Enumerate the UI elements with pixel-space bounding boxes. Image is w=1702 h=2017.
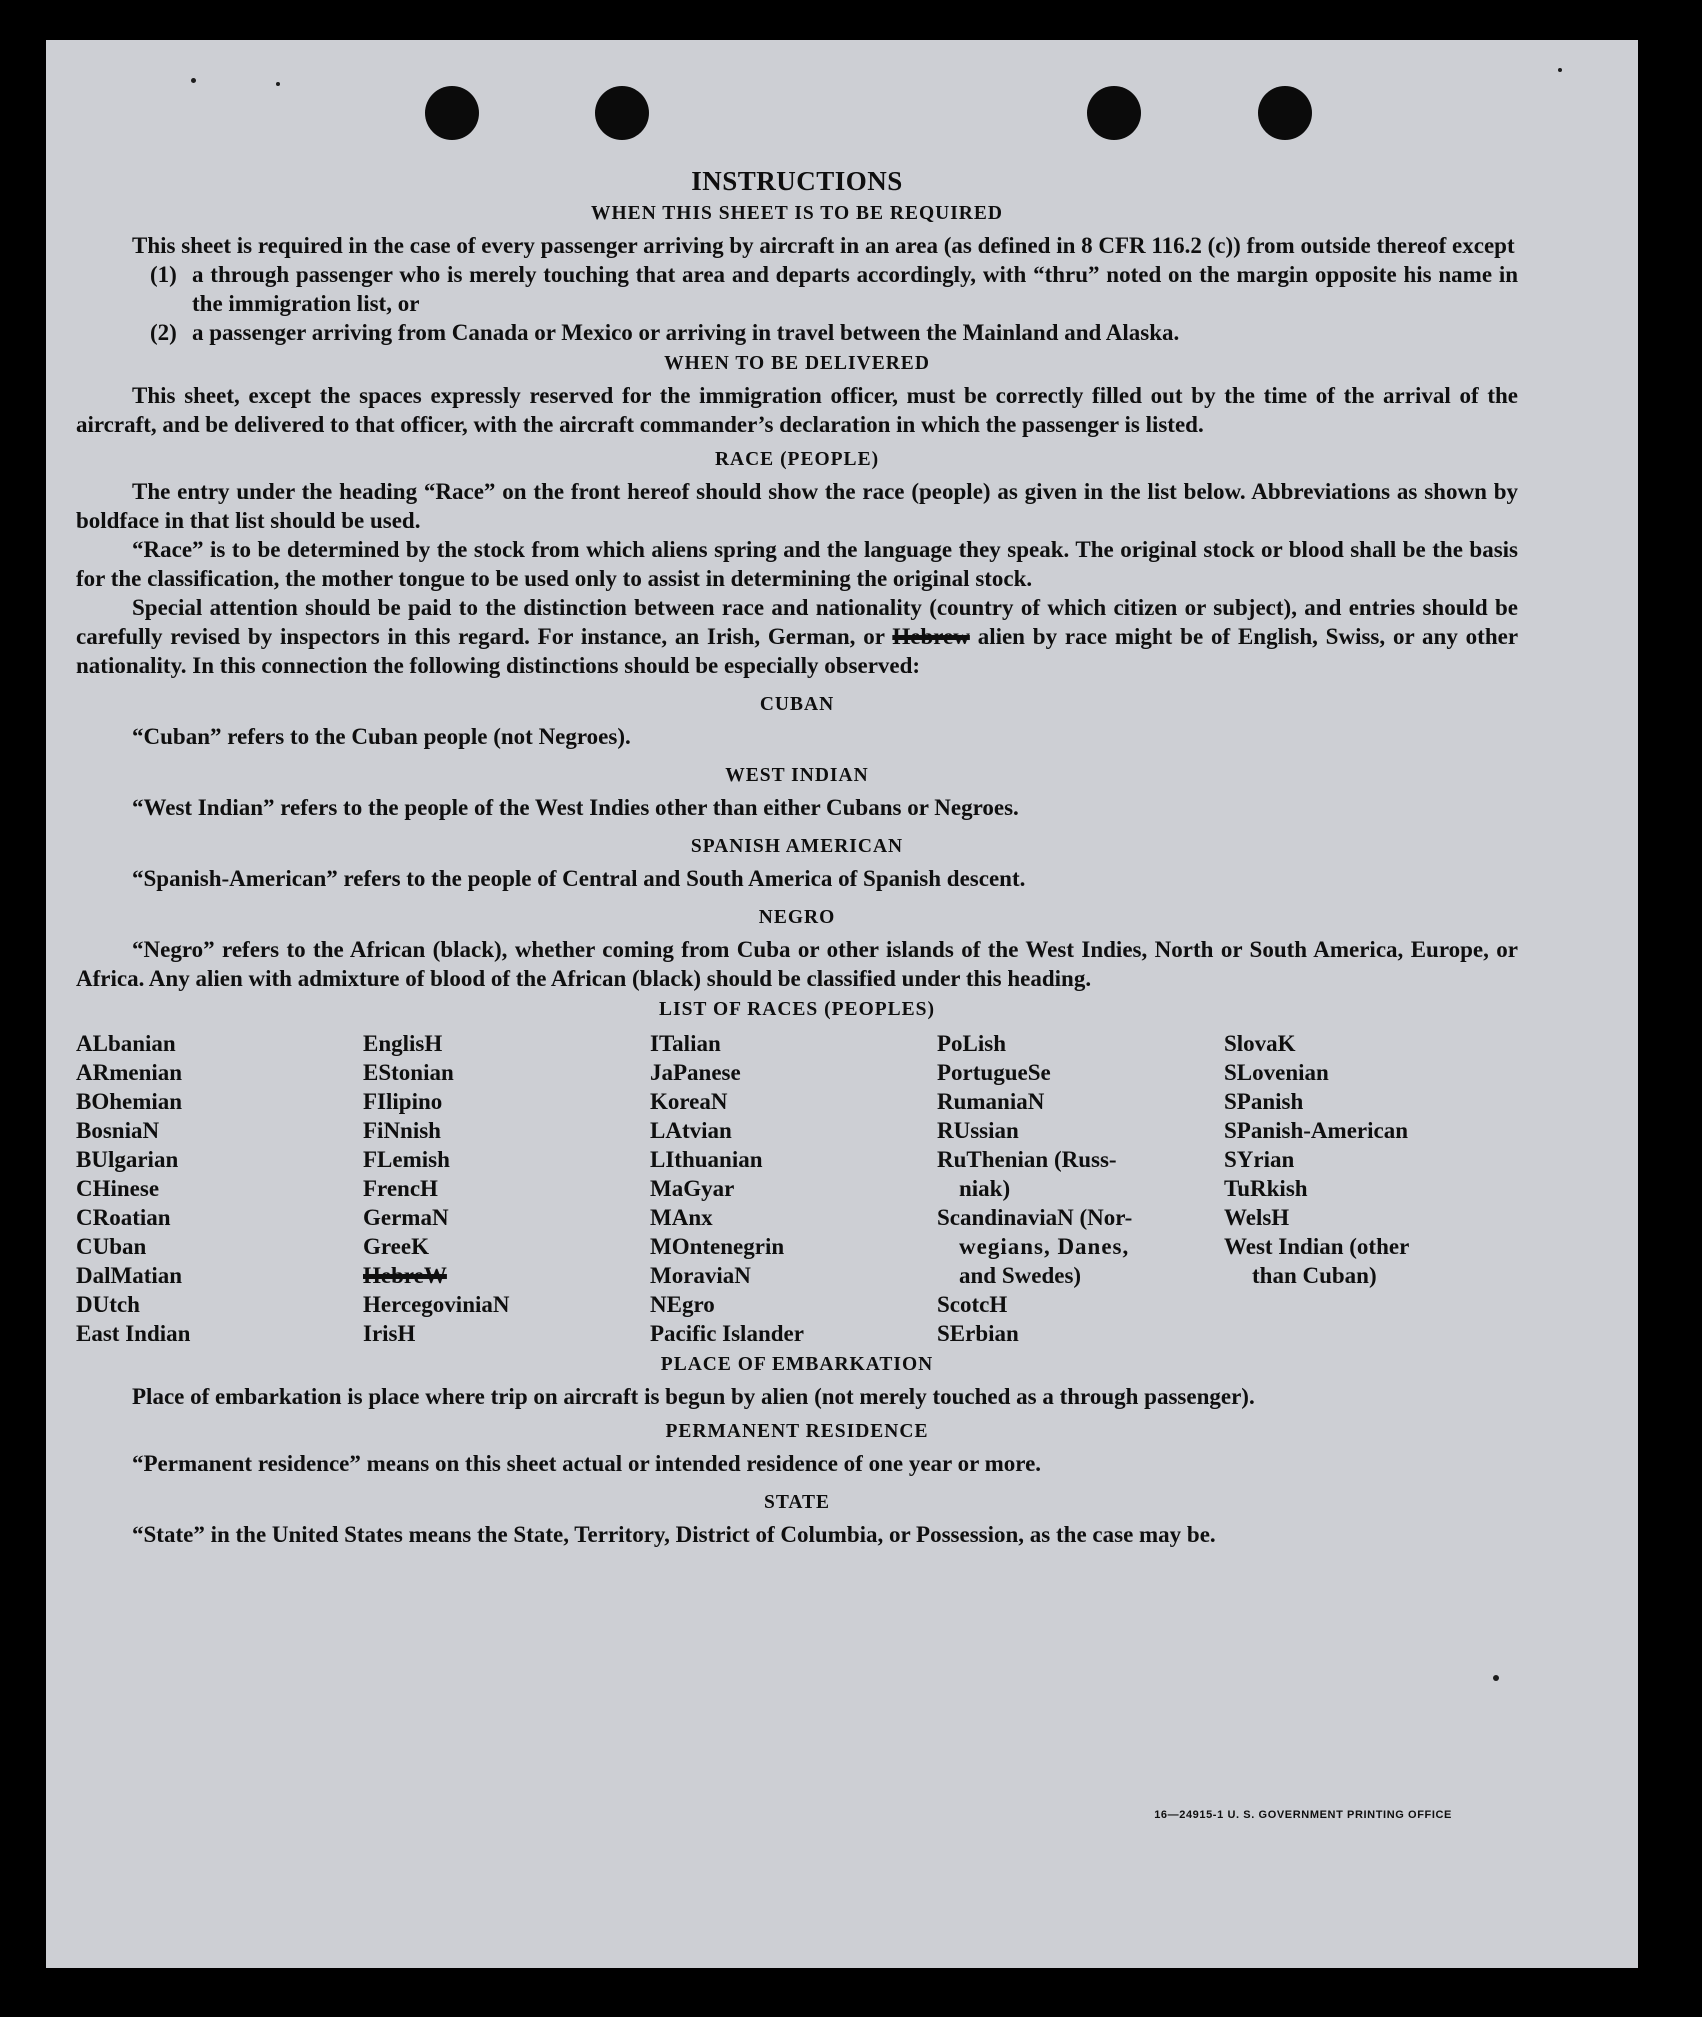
race-entry: SlovaK bbox=[1224, 1031, 1296, 1056]
race-entry: CRoatian bbox=[76, 1205, 171, 1230]
race-entry: CHinese bbox=[76, 1176, 160, 1201]
race-entry-continued: wegians, Danes, bbox=[959, 1234, 1130, 1259]
embarkation-text: Place of embarkation is place where trip on aircraft is begun by alien (not merely touched as a through passenger). bbox=[132, 1384, 1255, 1409]
race-entry: DalMatian bbox=[76, 1263, 183, 1288]
race-entry: FIlipino bbox=[363, 1089, 443, 1114]
race-entry: SPanish bbox=[1224, 1089, 1304, 1114]
race-entry: WelsH bbox=[1224, 1205, 1290, 1230]
race-entry: ScotcH bbox=[937, 1292, 1008, 1317]
heading-race: RACE (PEOPLE) bbox=[714, 449, 880, 470]
race-paragraph-1: The entry under the heading “Race” on the front hereof should show the race (people) as given in the list below. Abbreviations as shown by boldface in that list should be used. bbox=[76, 479, 1518, 533]
race-entry: GreeK bbox=[363, 1234, 429, 1259]
race-entry: BOhemian bbox=[76, 1089, 183, 1114]
speck bbox=[276, 82, 280, 86]
race-entry: CUban bbox=[76, 1234, 147, 1259]
residence-text: “Permanent residence” means on this sheet actual or intended residence of one year or more. bbox=[132, 1451, 1042, 1476]
heading-negro: NEGRO bbox=[758, 907, 836, 928]
required-item-1 bbox=[150, 260, 1518, 318]
race-entry: MOntenegrin bbox=[650, 1234, 785, 1259]
race-entry-struck: HebreW bbox=[363, 1263, 447, 1288]
speck bbox=[1493, 1675, 1499, 1681]
required-item-2 bbox=[150, 318, 1518, 347]
race-paragraph-3 bbox=[76, 593, 1518, 680]
punch-hole bbox=[1087, 86, 1141, 140]
cuban-text: “Cuban” refers to the Cuban people (not Negroes). bbox=[132, 724, 631, 749]
heading-cuban: CUBAN bbox=[759, 694, 835, 715]
race-entry: BosniaN bbox=[76, 1118, 160, 1143]
race-entry: SLovenian bbox=[1224, 1060, 1329, 1085]
race-entry: Pacific Islander bbox=[650, 1321, 804, 1346]
race-entry: RuThenian (Russ- bbox=[937, 1147, 1117, 1172]
race-entry: TuRkish bbox=[1224, 1176, 1308, 1201]
race-entry: IrisH bbox=[363, 1321, 416, 1346]
page-title: INSTRUCTIONS bbox=[691, 166, 903, 196]
heading-west-indian: WEST INDIAN bbox=[725, 765, 869, 786]
race-entry: FiNnish bbox=[363, 1118, 441, 1143]
races-column-4 bbox=[937, 1029, 1224, 1348]
race-entry: MoraviaN bbox=[650, 1263, 751, 1288]
required-intro: This sheet is required in the case of every passenger arriving by aircraft in an area (as defined in 8 CFR 116.2 (c)) from outside thereof except bbox=[132, 233, 1515, 258]
races-column-5 bbox=[1224, 1029, 1511, 1348]
race-entry: MaGyar bbox=[650, 1176, 735, 1201]
punch-hole bbox=[595, 86, 649, 140]
race-entry: PortugueSe bbox=[937, 1060, 1051, 1085]
race-entry: GermaN bbox=[363, 1205, 449, 1230]
race-entry: RumaniaN bbox=[937, 1089, 1045, 1114]
race-entry: EnglisH bbox=[363, 1031, 443, 1056]
heading-list-of-races: LIST OF RACES (PEOPLES) bbox=[658, 999, 935, 1020]
race-entry: SYrian bbox=[1224, 1147, 1295, 1172]
races-column-1 bbox=[76, 1029, 363, 1348]
negro-text: “Negro” refers to the African (black), whether coming from Cuba or other islands of the West Indies, North or South America, Europe, or Africa. Any alien with admixture of blood of the African (black) should be classified under this heading. bbox=[76, 937, 1518, 991]
heading-when-required: WHEN THIS SHEET IS TO BE REQUIRED bbox=[591, 203, 1003, 224]
struck-word: Hebrew bbox=[892, 624, 970, 649]
race-entry-continued: and Swedes) bbox=[959, 1263, 1082, 1288]
race-entry: LAtvian bbox=[650, 1118, 732, 1143]
instructions-content bbox=[76, 166, 1518, 1549]
race-entry: FLemish bbox=[363, 1147, 450, 1172]
race-paragraph-3-end: alien by race might be of English, Swiss, or any other nationality. In this connection the following distinctions should be especially observed: bbox=[76, 624, 1519, 678]
spanish-american-text: “Spanish-American” refers to the people of Central and South America of Spanish descent. bbox=[132, 866, 1026, 891]
race-entry: ARmenian bbox=[76, 1060, 183, 1085]
race-entry: KoreaN bbox=[650, 1089, 728, 1114]
heading-place-of-embarkation: PLACE OF EMBARKATION bbox=[660, 1354, 934, 1375]
race-entry: HercegoviniaN bbox=[363, 1292, 510, 1317]
item-number: (1) bbox=[150, 262, 177, 287]
race-entry: LIthuanian bbox=[650, 1147, 763, 1172]
item-number: (2) bbox=[150, 320, 177, 345]
item-text: a passenger arriving from Canada or Mexico or arriving in travel between the Mainland and Alaska. bbox=[192, 320, 1180, 345]
heading-when-delivered: WHEN TO BE DELIVERED bbox=[664, 353, 930, 374]
races-column-3 bbox=[650, 1029, 937, 1348]
race-paragraph-3-start: Special attention should be paid to the distinction between race and nationality (country of which citizen or subject), and entries should be carefully revised by inspectors in this regard. For instance, an Irish, German, or bbox=[76, 595, 1518, 649]
race-entry-continued: niak) bbox=[959, 1176, 1011, 1201]
west-indian-text: “West Indian” refers to the people of the West Indies other than either Cubans or Negroes. bbox=[132, 795, 1019, 820]
delivered-text: This sheet, except the spaces expressly reserved for the immigration officer, must be correctly filled out by the time of the arrival of the aircraft, and be delivered to that officer, with the aircraft commander’s declaration in which the passenger is listed. bbox=[76, 383, 1518, 437]
item-text: a through passenger who is merely touching that area and departs accordingly, with “thru” noted on the margin opposite his name in the immigration list, or bbox=[192, 262, 1518, 316]
printer-imprint: 16—24915-1 U. S. GOVERNMENT PRINTING OFFICE bbox=[1154, 1809, 1452, 1821]
race-entry: ALbanian bbox=[76, 1031, 176, 1056]
race-entry: PoLish bbox=[937, 1031, 1007, 1056]
document-page bbox=[46, 40, 1638, 1968]
race-entry: BUlgarian bbox=[76, 1147, 179, 1172]
heading-state: STATE bbox=[763, 1492, 831, 1513]
race-entry: MAnx bbox=[650, 1205, 713, 1230]
race-entry: East Indian bbox=[76, 1321, 191, 1346]
race-entry: NEgro bbox=[650, 1292, 715, 1317]
race-entry: DUtch bbox=[76, 1292, 140, 1317]
race-entry: RUssian bbox=[937, 1118, 1019, 1143]
race-entry: FrencH bbox=[363, 1176, 438, 1201]
race-entry: ScandinaviaN (Nor- bbox=[937, 1205, 1133, 1230]
punch-hole bbox=[1258, 86, 1312, 140]
speck bbox=[1558, 68, 1562, 72]
race-entry: West Indian (other bbox=[1224, 1234, 1410, 1259]
race-entry: JaPanese bbox=[650, 1060, 741, 1085]
races-list bbox=[76, 1029, 1518, 1348]
races-column-2 bbox=[363, 1029, 650, 1348]
race-entry: SPanish-American bbox=[1224, 1118, 1408, 1143]
race-entry: EStonian bbox=[363, 1060, 454, 1085]
punch-hole bbox=[425, 86, 479, 140]
heading-spanish-american: SPANISH AMERICAN bbox=[690, 836, 904, 857]
race-paragraph-2: “Race” is to be determined by the stock from which aliens spring and the language they speak. The original stock or blood shall be the basis for the classification, the mother tongue to be used only to assist in determining the original stock. bbox=[76, 537, 1518, 591]
race-entry-continued: than Cuban) bbox=[1252, 1263, 1377, 1288]
race-entry: ITalian bbox=[650, 1031, 721, 1056]
race-entry: SErbian bbox=[937, 1321, 1019, 1346]
speck bbox=[191, 78, 196, 83]
state-text: “State” in the United States means the State, Territory, District of Columbia, or Possession, as the case may be. bbox=[132, 1522, 1216, 1547]
heading-permanent-residence: PERMANENT RESIDENCE bbox=[665, 1421, 929, 1442]
